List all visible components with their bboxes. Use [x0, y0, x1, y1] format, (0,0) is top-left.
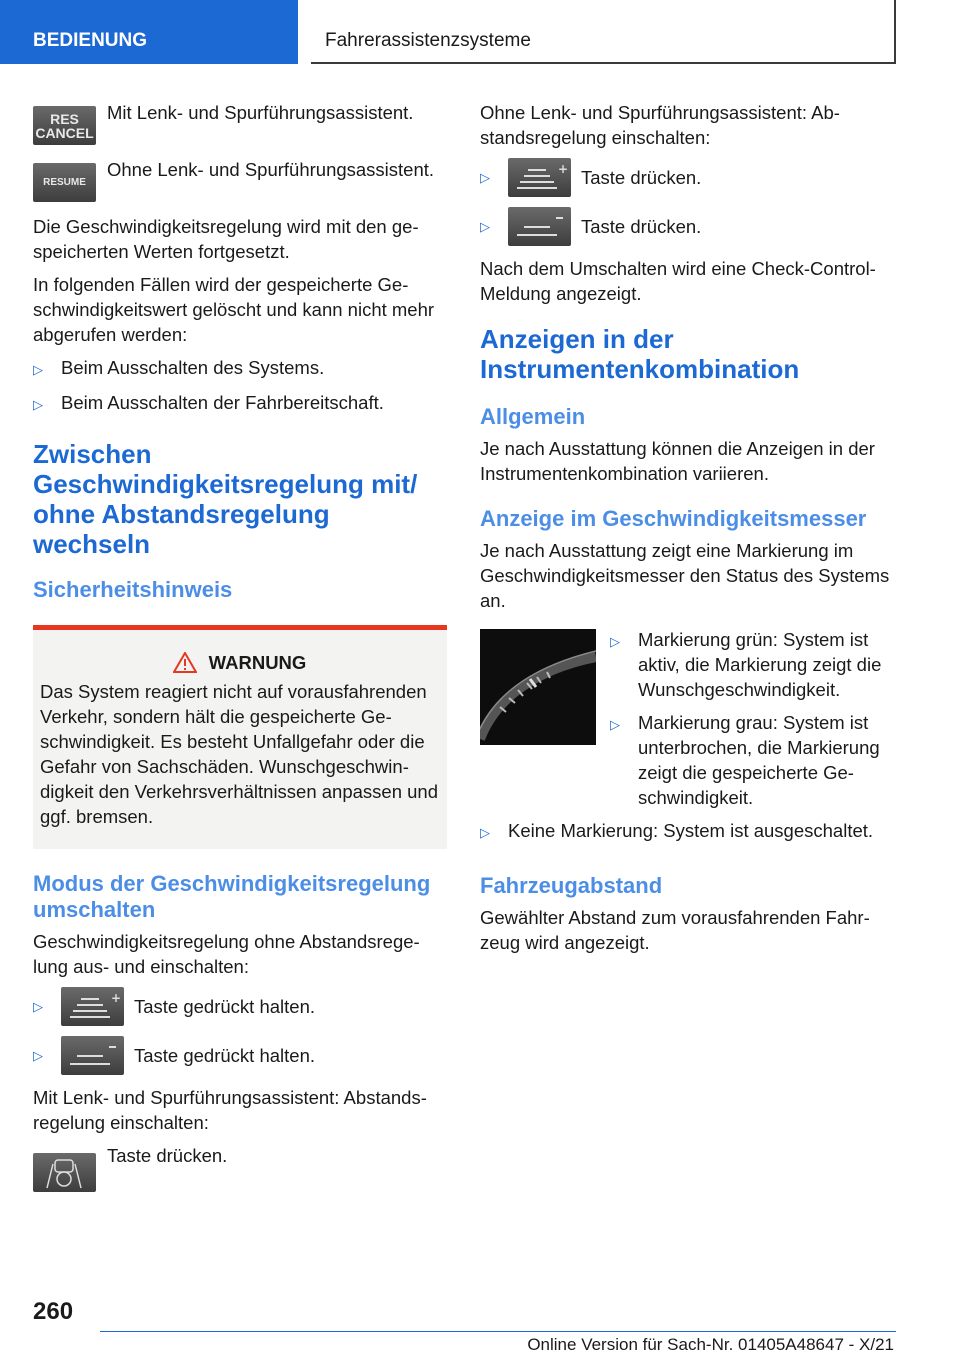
page-number: 260	[33, 1298, 74, 1325]
res-cancel-text: Mit Lenk- und Spurführungsassistent.	[107, 102, 414, 123]
paragraph: Je nach Ausstattung zeigt eine Markierung im Geschwindigkeitsmesser den Status des Systems an.	[480, 540, 890, 611]
distance-minus-button-icon	[508, 207, 571, 246]
warning-box	[33, 625, 447, 849]
resume-button-icon: RESUME	[33, 163, 96, 202]
distance-plus-button-icon	[61, 987, 124, 1026]
assist-button-row	[33, 1143, 447, 1192]
resume-text: Ohne Lenk- und Spurführungsassistent.	[107, 159, 435, 180]
triangle-bullet-icon: ▷	[610, 634, 620, 649]
svg-text:+: +	[557, 161, 568, 176]
chapter-header	[311, 0, 896, 64]
list-item	[480, 158, 894, 197]
triangle-bullet-icon: ▷	[480, 170, 490, 185]
warning-text: Das System reagiert nicht auf vorausfahrenden Verkehr, sondern hält die gespeicherte Geschwindigkeit. Es besteht Unfallgefahr oder die Gefahr von Sachschäden. Wunschgeschwindigkeit den Verkehrsverhältnissen anpassen und ggf. bremsen.	[40, 681, 439, 827]
paragraph: Ohne Lenk- und Spurführungsassistent: Abstandsregelung einschalten:	[480, 102, 840, 148]
list-item-text: Keine Markierung: System ist ausgeschaltet.	[508, 820, 874, 841]
chapter-title: Fahrerassistenzsysteme	[325, 30, 531, 51]
section-heading: Zwischen Geschwindigkeitsregelung mit/ ohne Abstandsregelung wechseln	[33, 439, 418, 559]
paragraph: In folgenden Fällen wird der gespeicherte Geschwindigkeitswert gelöscht und kann nicht mehr abgerufen werden:	[33, 274, 435, 345]
triangle-bullet-icon: ▷	[33, 362, 43, 377]
list-item	[610, 710, 894, 810]
res-cancel-row	[33, 100, 447, 145]
section-tab	[0, 0, 298, 64]
resume-row	[33, 157, 447, 202]
triangle-bullet-icon: ▷	[610, 717, 620, 732]
paragraph: Mit Lenk- und Spurführungsassistent: Abstandsregelung einschalten:	[33, 1087, 427, 1133]
list-item-text: Markierung grün: System ist aktiv, die Markierung zeigt die Wunschgeschwindigkeit.	[638, 629, 882, 700]
subheading-safety: Sicherheitshinweis	[33, 577, 233, 602]
list-item	[33, 1036, 447, 1075]
subheading-general: Allgemein	[480, 404, 586, 429]
step-text: Taste gedrückt halten.	[134, 996, 315, 1017]
warning-title	[40, 650, 439, 675]
subheading-distance: Fahrzeugabstand	[480, 873, 663, 898]
subheading-speedometer: Anzeige im Geschwindigkeitsmesser	[480, 506, 867, 531]
distance-minus-button-icon	[61, 1036, 124, 1075]
footer-text: Online Version für Sach-Nr. 01405A48647 - X/21	[527, 1335, 894, 1354]
triangle-bullet-icon: ▷	[33, 999, 43, 1014]
section-heading: Anzeigen in der Instrumentenkombination	[480, 324, 800, 384]
res-cancel-button-icon: RES CANCEL	[33, 106, 96, 145]
subheading-mode: Modus der Geschwindigkeitsregelung umschalten	[33, 871, 431, 922]
warning-triangle-icon	[173, 652, 197, 673]
list-item-text: Markierung grau: System ist unterbrochen, die Markierung zeigt die gespeicherte Geschwindigkeit.	[638, 712, 880, 808]
speedometer-section	[480, 627, 894, 818]
list-item	[480, 207, 894, 246]
paragraph: Je nach Ausstattung können die Anzeigen in der Instrumentenkombination variieren.	[480, 438, 875, 484]
assist-button-text: Taste drücken.	[107, 1145, 228, 1166]
paragraph: Die Geschwindigkeitsregelung wird mit den gespeicherten Werten fortgesetzt.	[33, 216, 419, 262]
list-item	[33, 987, 447, 1026]
list-item	[610, 627, 894, 702]
section-title: BEDIENUNG	[33, 30, 148, 51]
speedometer-image	[480, 629, 596, 745]
right-column	[480, 100, 894, 963]
triangle-bullet-icon: ▷	[33, 1048, 43, 1063]
step-text: Taste gedrückt halten.	[134, 1045, 315, 1066]
triangle-bullet-icon: ▷	[480, 825, 490, 840]
distance-plus-button-icon	[508, 158, 571, 197]
triangle-bullet-icon: ▷	[480, 219, 490, 234]
svg-text:+: +	[110, 990, 121, 1005]
list-item-text: Beim Ausschalten der Fahrbereitschaft.	[61, 392, 384, 413]
triangle-bullet-icon: ▷	[33, 397, 43, 412]
warning-title-text: WARNUNG	[208, 652, 307, 673]
list-item	[33, 390, 447, 417]
step-text: Taste drücken.	[581, 216, 702, 237]
paragraph: Nach dem Umschalten wird eine Check-Control-Meldung angezeigt.	[480, 258, 876, 304]
step-text: Taste drücken.	[581, 167, 702, 188]
speedometer-legend	[610, 627, 894, 818]
footer-divider	[100, 1331, 896, 1332]
paragraph: Gewählter Abstand zum vorausfahrenden Fahrzeug wird angezeigt.	[480, 907, 870, 953]
left-column	[33, 100, 447, 1204]
list-item	[480, 818, 894, 845]
paragraph: Geschwindigkeitsregelung ohne Abstandsregelung aus- und einschalten:	[33, 931, 420, 977]
steering-assist-button-icon	[33, 1153, 96, 1192]
list-item	[33, 355, 447, 382]
list-item-text: Beim Ausschalten des Systems.	[61, 357, 325, 378]
